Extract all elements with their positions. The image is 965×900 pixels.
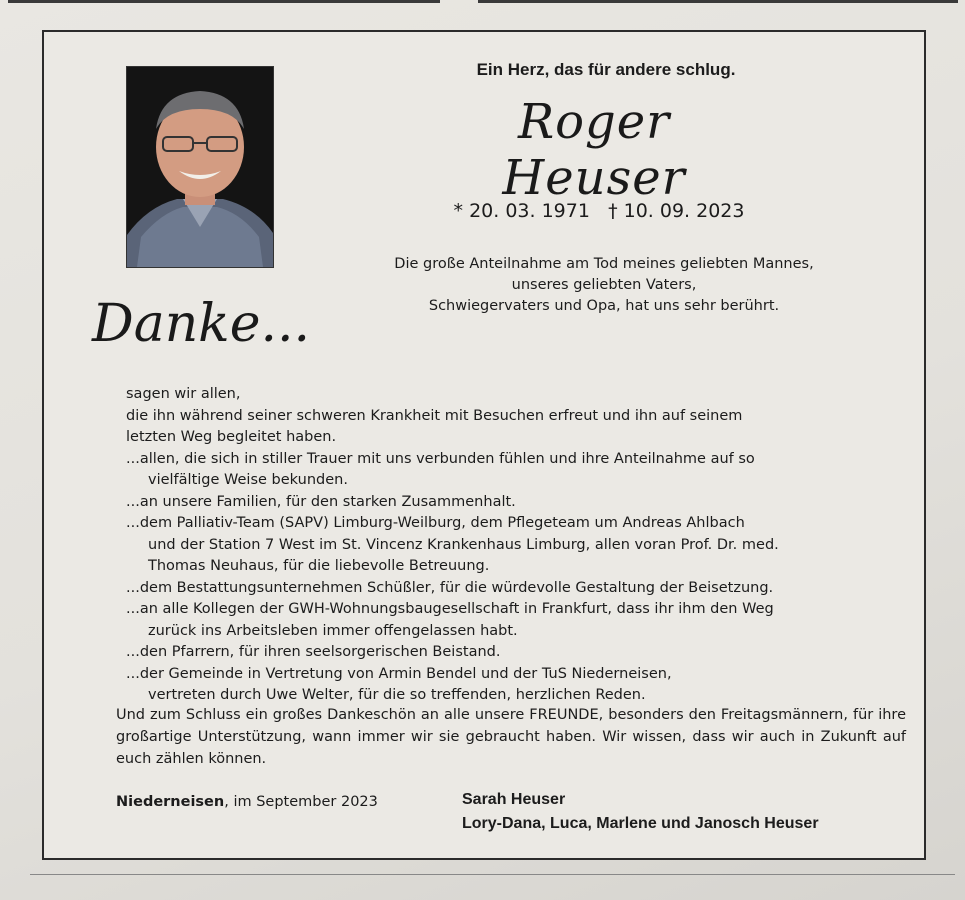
thanks-line: ...dem Bestattungsunternehmen Schüßler, für die würdevolle Gestaltung der Beisetzung. bbox=[126, 579, 774, 596]
top-rule-right bbox=[478, 0, 958, 3]
motto: Ein Herz, das für andere schlug. bbox=[476, 60, 736, 79]
place-name: Niederneisen bbox=[116, 794, 225, 810]
thanks-line: ...der Gemeinde in Vertretung von Armin Bendel und der TuS Niederneisen, bbox=[126, 665, 672, 682]
thanks-line-continued: vielfältige Weise bekunden. bbox=[148, 472, 348, 488]
thanks-line-continued: vertreten durch Uwe Welter, für die so treffenden, herzlichen Reden. bbox=[148, 687, 646, 703]
portrait-photo bbox=[126, 66, 274, 268]
date-text: , im September 2023 bbox=[224, 794, 378, 810]
obituary-card bbox=[42, 30, 926, 860]
thanks-line: letzten Weg begleitet haben. bbox=[126, 429, 337, 445]
intro-line: unseres geliebten Vaters, bbox=[511, 277, 697, 293]
thanks-line-continued: Thomas Neuhaus, für die liebevolle Betreuung. bbox=[148, 558, 490, 574]
thanks-line: ...allen, die sich in stiller Trauer mit uns verbunden fühlen und ihre Anteilnahme auf so bbox=[126, 450, 755, 467]
bottom-rule bbox=[30, 874, 955, 875]
signer-primary: Sarah Heuser bbox=[462, 791, 566, 808]
thanks-line: sagen wir allen, bbox=[126, 386, 241, 402]
signers bbox=[462, 788, 819, 836]
danke-heading: Danke... bbox=[92, 294, 311, 354]
thanks-line-continued: und der Station 7 West im St. Vincenz Krankenhaus Limburg, allen voran Prof. Dr. med. bbox=[148, 536, 779, 553]
thanks-line-continued: zurück ins Arbeitsleben immer offengelassen habt. bbox=[148, 622, 518, 639]
death-date: † 10. 09. 2023 bbox=[608, 200, 745, 222]
intro-line: Die große Anteilnahme am Tod meines geliebten Mannes, bbox=[394, 256, 814, 272]
life-dates bbox=[439, 200, 759, 222]
intro-line: Schwiegervaters und Opa, hat uns sehr berührt. bbox=[428, 298, 780, 314]
deceased-name: Roger Heuser bbox=[502, 94, 686, 206]
thanks-line: ...den Pfarrern, für ihren seelsorgerischen Beistand. bbox=[126, 644, 501, 660]
thanks-list bbox=[126, 384, 896, 707]
top-rule-left bbox=[8, 0, 440, 3]
place-date bbox=[116, 794, 378, 810]
thanks-line: ...dem Palliativ-Team (SAPV) Limburg-Weilburg, dem Pflegeteam um Andreas Ahlbach bbox=[126, 515, 745, 531]
signer-family: Lory-Dana, Luca, Marlene und Janosch Heuser bbox=[462, 815, 819, 832]
birth-date: * 20. 03. 1971 bbox=[453, 200, 590, 222]
thanks-line: ...an unsere Familien, für den starken Zusammenhalt. bbox=[126, 493, 516, 510]
closing-paragraph: Und zum Schluss ein großes Dankeschön an alle unsere FREUNDE, besonders den Freitagsmännern, für ihre großartige Unterstützung, wann immer wir sie gebraucht haben. Wir wissen, dass wir auch in Zukunft auf euch zählen können. bbox=[116, 707, 906, 767]
thanks-line: ...an alle Kollegen der GWH-Wohnungsbaugesellschaft in Frankfurt, dass ihr ihm den Weg bbox=[126, 601, 774, 617]
intro-text bbox=[354, 254, 854, 317]
thanks-line: die ihn während seiner schweren Krankheit mit Besuchen erfreut und ihn auf seinem bbox=[126, 407, 743, 424]
